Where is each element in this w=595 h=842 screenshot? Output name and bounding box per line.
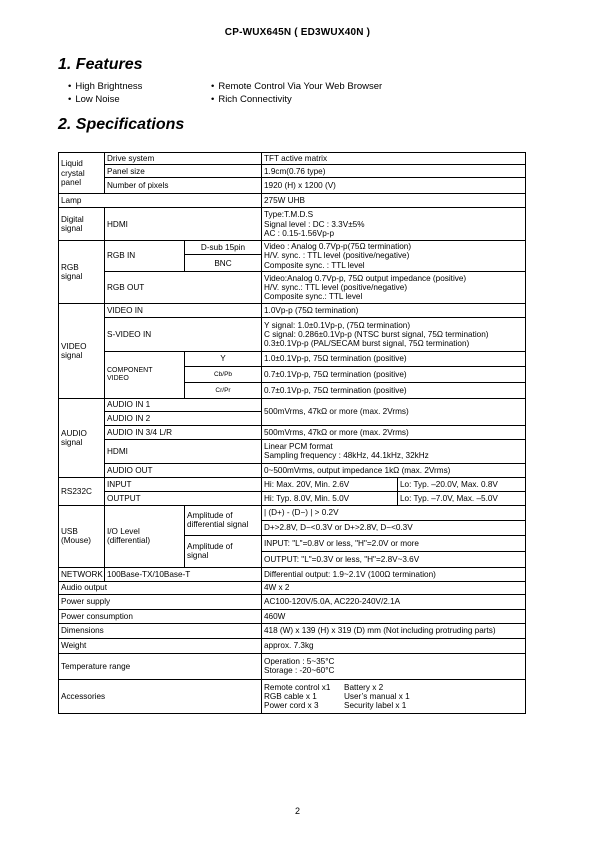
spec-label: Weight: [59, 638, 262, 653]
spec-value: 1.9cm(0.76 type): [262, 165, 526, 178]
feature-item: • Remote Control Via Your Web Browser: [211, 81, 382, 94]
spec-value: INPUT: "L"=0.8V or less, "H"=2.0V or more: [262, 535, 526, 551]
spec-value: | (D+) - (D−) | > 0.2V: [262, 505, 526, 520]
spec-value: TFT active matrix: [262, 153, 526, 165]
spec-label: S-VIDEO IN: [105, 317, 262, 351]
spec-label: Number of pixels: [105, 178, 262, 194]
spec-value: Type:T.M.D.S Signal level : DC : 3.3V±5% AC : 0.15-1.56Vp-p: [262, 208, 526, 241]
spec-label: Power consumption: [59, 609, 262, 623]
spec-sublabel: Y: [185, 351, 262, 366]
spec-label: Accessories: [59, 679, 262, 713]
spec-value: Lo: Typ. –20.0V, Max. 0.8V: [398, 477, 526, 491]
spec-label: COMPONENT VIDEO: [105, 351, 185, 398]
group-rs232c: RS232C: [59, 477, 105, 505]
spec-label: HDMI: [105, 439, 262, 463]
group-digital: Digital signal: [59, 208, 105, 241]
group-video: VIDEO signal: [59, 303, 105, 398]
spec-value: AC100-120V/5.0A, AC220-240V/2.1A: [262, 594, 526, 609]
spec-value: 4W x 2: [262, 581, 526, 594]
spec-value: 1.0±0.1Vp-p, 75Ω termination (positive): [262, 351, 526, 366]
features-heading: 1. Features: [58, 56, 143, 73]
spec-value: Video:Analog 0.7Vp-p, 75Ω output impedance (positive) H/V. sync.: TTL level (positive/negative) Composite sync.: TTL level: [262, 271, 526, 303]
spec-label: AUDIO IN 3/4 L/R: [105, 425, 262, 439]
spec-sublabel: BNC: [185, 255, 262, 271]
specifications-table: [58, 152, 526, 714]
group-audio: AUDIO signal: [59, 398, 105, 477]
spec-label: AUDIO OUT: [105, 463, 262, 477]
page-number: 2: [294, 806, 300, 816]
spec-value: 0.7±0.1Vp-p, 75Ω termination (positive): [262, 382, 526, 398]
spec-label: RGB IN: [105, 241, 185, 272]
feature-item: • Rich Connectivity: [211, 94, 382, 107]
group-lcd: Liquid crystal panel: [59, 153, 105, 194]
spec-label: Lamp: [59, 194, 262, 208]
spec-value: Operation : 5~35°C Storage : -20~60°C: [262, 653, 526, 679]
spec-value: 0~500mVrms, output impedance 1kΩ (max. 2Vrms): [262, 463, 526, 477]
spec-value: OUTPUT: "L"=0.3V or less, "H"=2.8V~3.6V: [262, 551, 526, 567]
spec-sublabel: Cr/Pr: [185, 382, 262, 398]
spec-label: OUTPUT: [105, 491, 262, 505]
spec-value: Remote control x1 Battery x 2 RGB cable x 1 User’s manual x 1 Power cord x 3 Security label x 1: [262, 679, 526, 713]
spec-label: Panel size: [105, 165, 262, 178]
spec-value: D+>2.8V, D−<0.3V or D+>2.8V, D−<0.3V: [262, 520, 526, 535]
spec-label: VIDEO IN: [105, 303, 262, 317]
spec-label: INPUT: [105, 477, 262, 491]
spec-sublabel: Cb/Pb: [185, 366, 262, 382]
group-rgb: RGB signal: [59, 241, 105, 304]
spec-value: Differential output: 1.9~2.1V (100Ω termination): [262, 567, 526, 581]
spec-value: 1.0Vp-p (75Ω termination): [262, 303, 526, 317]
spec-value: Linear PCM format Sampling frequency : 48kHz, 44.1kHz, 32kHz: [262, 439, 526, 463]
spec-label: AUDIO IN 2: [105, 411, 262, 425]
feature-item: • High Brightness: [68, 81, 142, 94]
spec-label: I/O Level (differential): [105, 505, 185, 567]
spec-value: approx. 7.3kg: [262, 638, 526, 653]
spec-label: Dimensions: [59, 623, 262, 638]
spec-value: 418 (W) x 139 (H) x 319 (D) mm (Not including protruding parts): [262, 623, 526, 638]
spec-value: Hi: Max. 20V, Min. 2.6V: [262, 477, 398, 491]
spec-label: AUDIO IN 1: [105, 398, 262, 411]
spec-sublabel: 100Base-TX/10Base-T: [105, 567, 262, 581]
spec-label: Audio output: [59, 581, 262, 594]
spec-value: Hi: Typ. 8.0V, Min. 5.0V: [262, 491, 398, 505]
spec-value: Y signal: 1.0±0.1Vp-p, (75Ω termination) C signal: 0.286±0.1Vp-p (NTSC burst signal, 75Ω termination) 0.3±0.1Vp-p (PAL/SECAM burst signal, 75Ω termination): [262, 317, 526, 351]
spec-sublabel: Amplitude of signal: [185, 535, 262, 567]
spec-value: 1920 (H) x 1200 (V): [262, 178, 526, 194]
spec-value: 500mVrms, 47kΩ or more (max. 2Vrms): [262, 425, 526, 439]
spec-label: HDMI: [105, 208, 262, 241]
spec-value: 500mVrms, 47kΩ or more (max. 2Vrms): [262, 398, 526, 425]
spec-value: 275W UHB: [262, 194, 526, 208]
spec-label: Drive system: [105, 153, 262, 165]
spec-value: 460W: [262, 609, 526, 623]
document-header: CP-WUX645N ( ED3WUX40N ): [224, 27, 371, 38]
spec-label: Power supply: [59, 594, 262, 609]
group-usb: USB (Mouse): [59, 505, 105, 567]
spec-label: Temperature range: [59, 653, 262, 679]
feature-item: • Low Noise: [68, 94, 142, 107]
spec-label: RGB OUT: [105, 271, 262, 303]
spec-value: 0.7±0.1Vp-p, 75Ω termination (positive): [262, 366, 526, 382]
spec-sublabel: D-sub 15pin: [185, 241, 262, 255]
spec-sublabel: Amplitude of differential signal: [185, 505, 262, 535]
spec-value: Lo: Typ. –7.0V, Max. –5.0V: [398, 491, 526, 505]
spec-label: NETWORK: [59, 567, 105, 581]
specifications-heading: 2. Specifications: [58, 116, 185, 133]
spec-value: Video : Analog 0.7Vp-p(75Ω termination) H/V. sync. : TTL level (positive/negative) Composite sync. : TTL level: [262, 241, 526, 272]
